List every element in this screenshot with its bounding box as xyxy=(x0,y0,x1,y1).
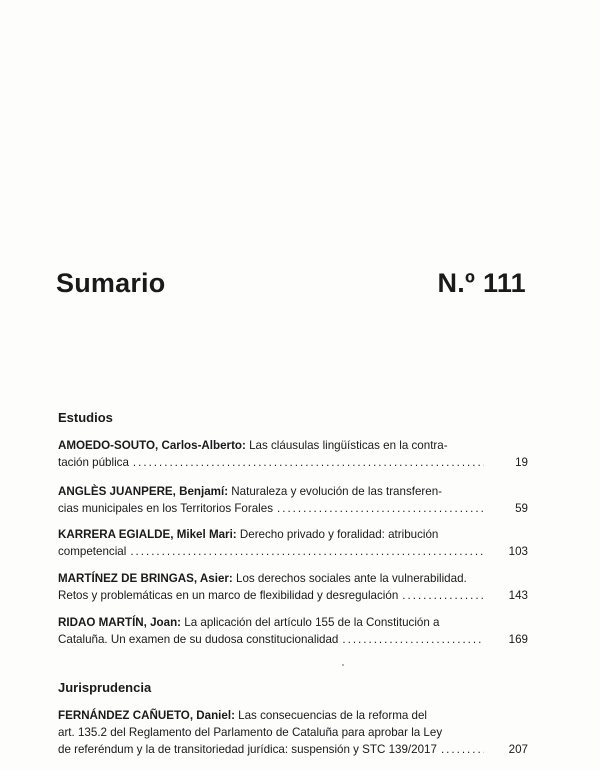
entry-middle-line xyxy=(58,724,488,741)
entry-first-line xyxy=(58,483,488,500)
dot-leader xyxy=(130,543,484,560)
entry-author: FERNÁNDEZ CAÑUETO, Daniel: xyxy=(58,709,235,722)
entry-title-part: Los derechos sociales ante la vulnerabilidad. xyxy=(232,572,467,585)
entry-first-line xyxy=(58,707,488,724)
entry-title-part: La aplicación del artículo 155 de la Constitución a xyxy=(181,616,440,629)
dot-leader xyxy=(277,500,484,517)
entry-title-part: art. 135.2 del Reglamento del Parlamento de Cataluña para aprobar la Ley xyxy=(58,726,443,739)
toc-entry xyxy=(58,614,528,648)
entry-first-line xyxy=(58,526,488,543)
entry-first-line xyxy=(58,570,488,587)
entry-author: ANGLÈS JUANPERE, Benjamí: xyxy=(58,485,229,498)
entry-title-part: Las cláusulas lingüísticas en la contra- xyxy=(245,439,448,452)
entry-author: KARRERA EGIALDE, Mikel Mari: xyxy=(58,528,237,541)
issue-number: N.º 111 xyxy=(437,268,526,298)
entry-author: MARTÍNEZ DE BRINGAS, Asier: xyxy=(58,572,233,585)
entry-title-part: Derecho privado y foralidad: atribución xyxy=(236,528,439,541)
paper-speck xyxy=(342,664,344,666)
entry-page-number: 103 xyxy=(508,545,528,558)
entry-title-part: Retos y problemáticas en un marco de flexibilidad y desregulación xyxy=(58,589,399,602)
toc-entry xyxy=(58,437,528,471)
entry-last-line xyxy=(58,543,528,560)
toc-entry xyxy=(58,570,528,604)
toc-entry xyxy=(58,707,528,758)
entry-last-line xyxy=(58,500,528,517)
entry-page-number: 169 xyxy=(508,633,528,646)
entry-last-line xyxy=(58,587,528,604)
entry-title-part: competencial xyxy=(58,545,127,558)
dot-leader xyxy=(342,631,484,648)
entry-title-part: Las consecuencias de la reforma del xyxy=(234,709,427,722)
entry-last-line xyxy=(58,454,528,471)
entry-last-line xyxy=(58,631,528,648)
entry-page-number: 207 xyxy=(508,743,528,756)
entry-title-part: cias municipales en los Territorios Forales xyxy=(58,502,273,515)
entry-first-line xyxy=(58,437,488,454)
section-heading-estudios: Estudios xyxy=(58,410,113,425)
section-heading-jurisprudencia: Jurisprudencia xyxy=(58,680,152,695)
entry-title-part: Naturaleza y evolución de las transferen- xyxy=(228,485,443,498)
entry-page-number: 59 xyxy=(515,502,528,515)
entry-title-part: Cataluña. Un examen de su dudosa constitucionalidad xyxy=(58,633,339,646)
entry-title-part: de referéndum y la de transitoriedad jurídica: suspensión y STC 139/2017 xyxy=(58,743,437,756)
toc-entry xyxy=(58,483,528,517)
entry-first-line xyxy=(58,614,488,631)
toc-entry xyxy=(58,526,528,560)
dot-leader xyxy=(441,741,484,758)
dot-leader xyxy=(133,454,484,471)
entry-last-line xyxy=(58,741,528,758)
title-row xyxy=(56,268,526,308)
entry-page-number: 19 xyxy=(515,456,528,469)
page-title: Sumario xyxy=(56,268,166,298)
entry-title-part: tación pública xyxy=(58,456,129,469)
entry-author: RIDAO MARTÍN, Joan: xyxy=(58,616,182,629)
entry-page-number: 143 xyxy=(508,589,528,602)
entry-author: AMOEDO-SOUTO, Carlos-Alberto: xyxy=(58,439,246,452)
dot-leader xyxy=(402,587,484,604)
